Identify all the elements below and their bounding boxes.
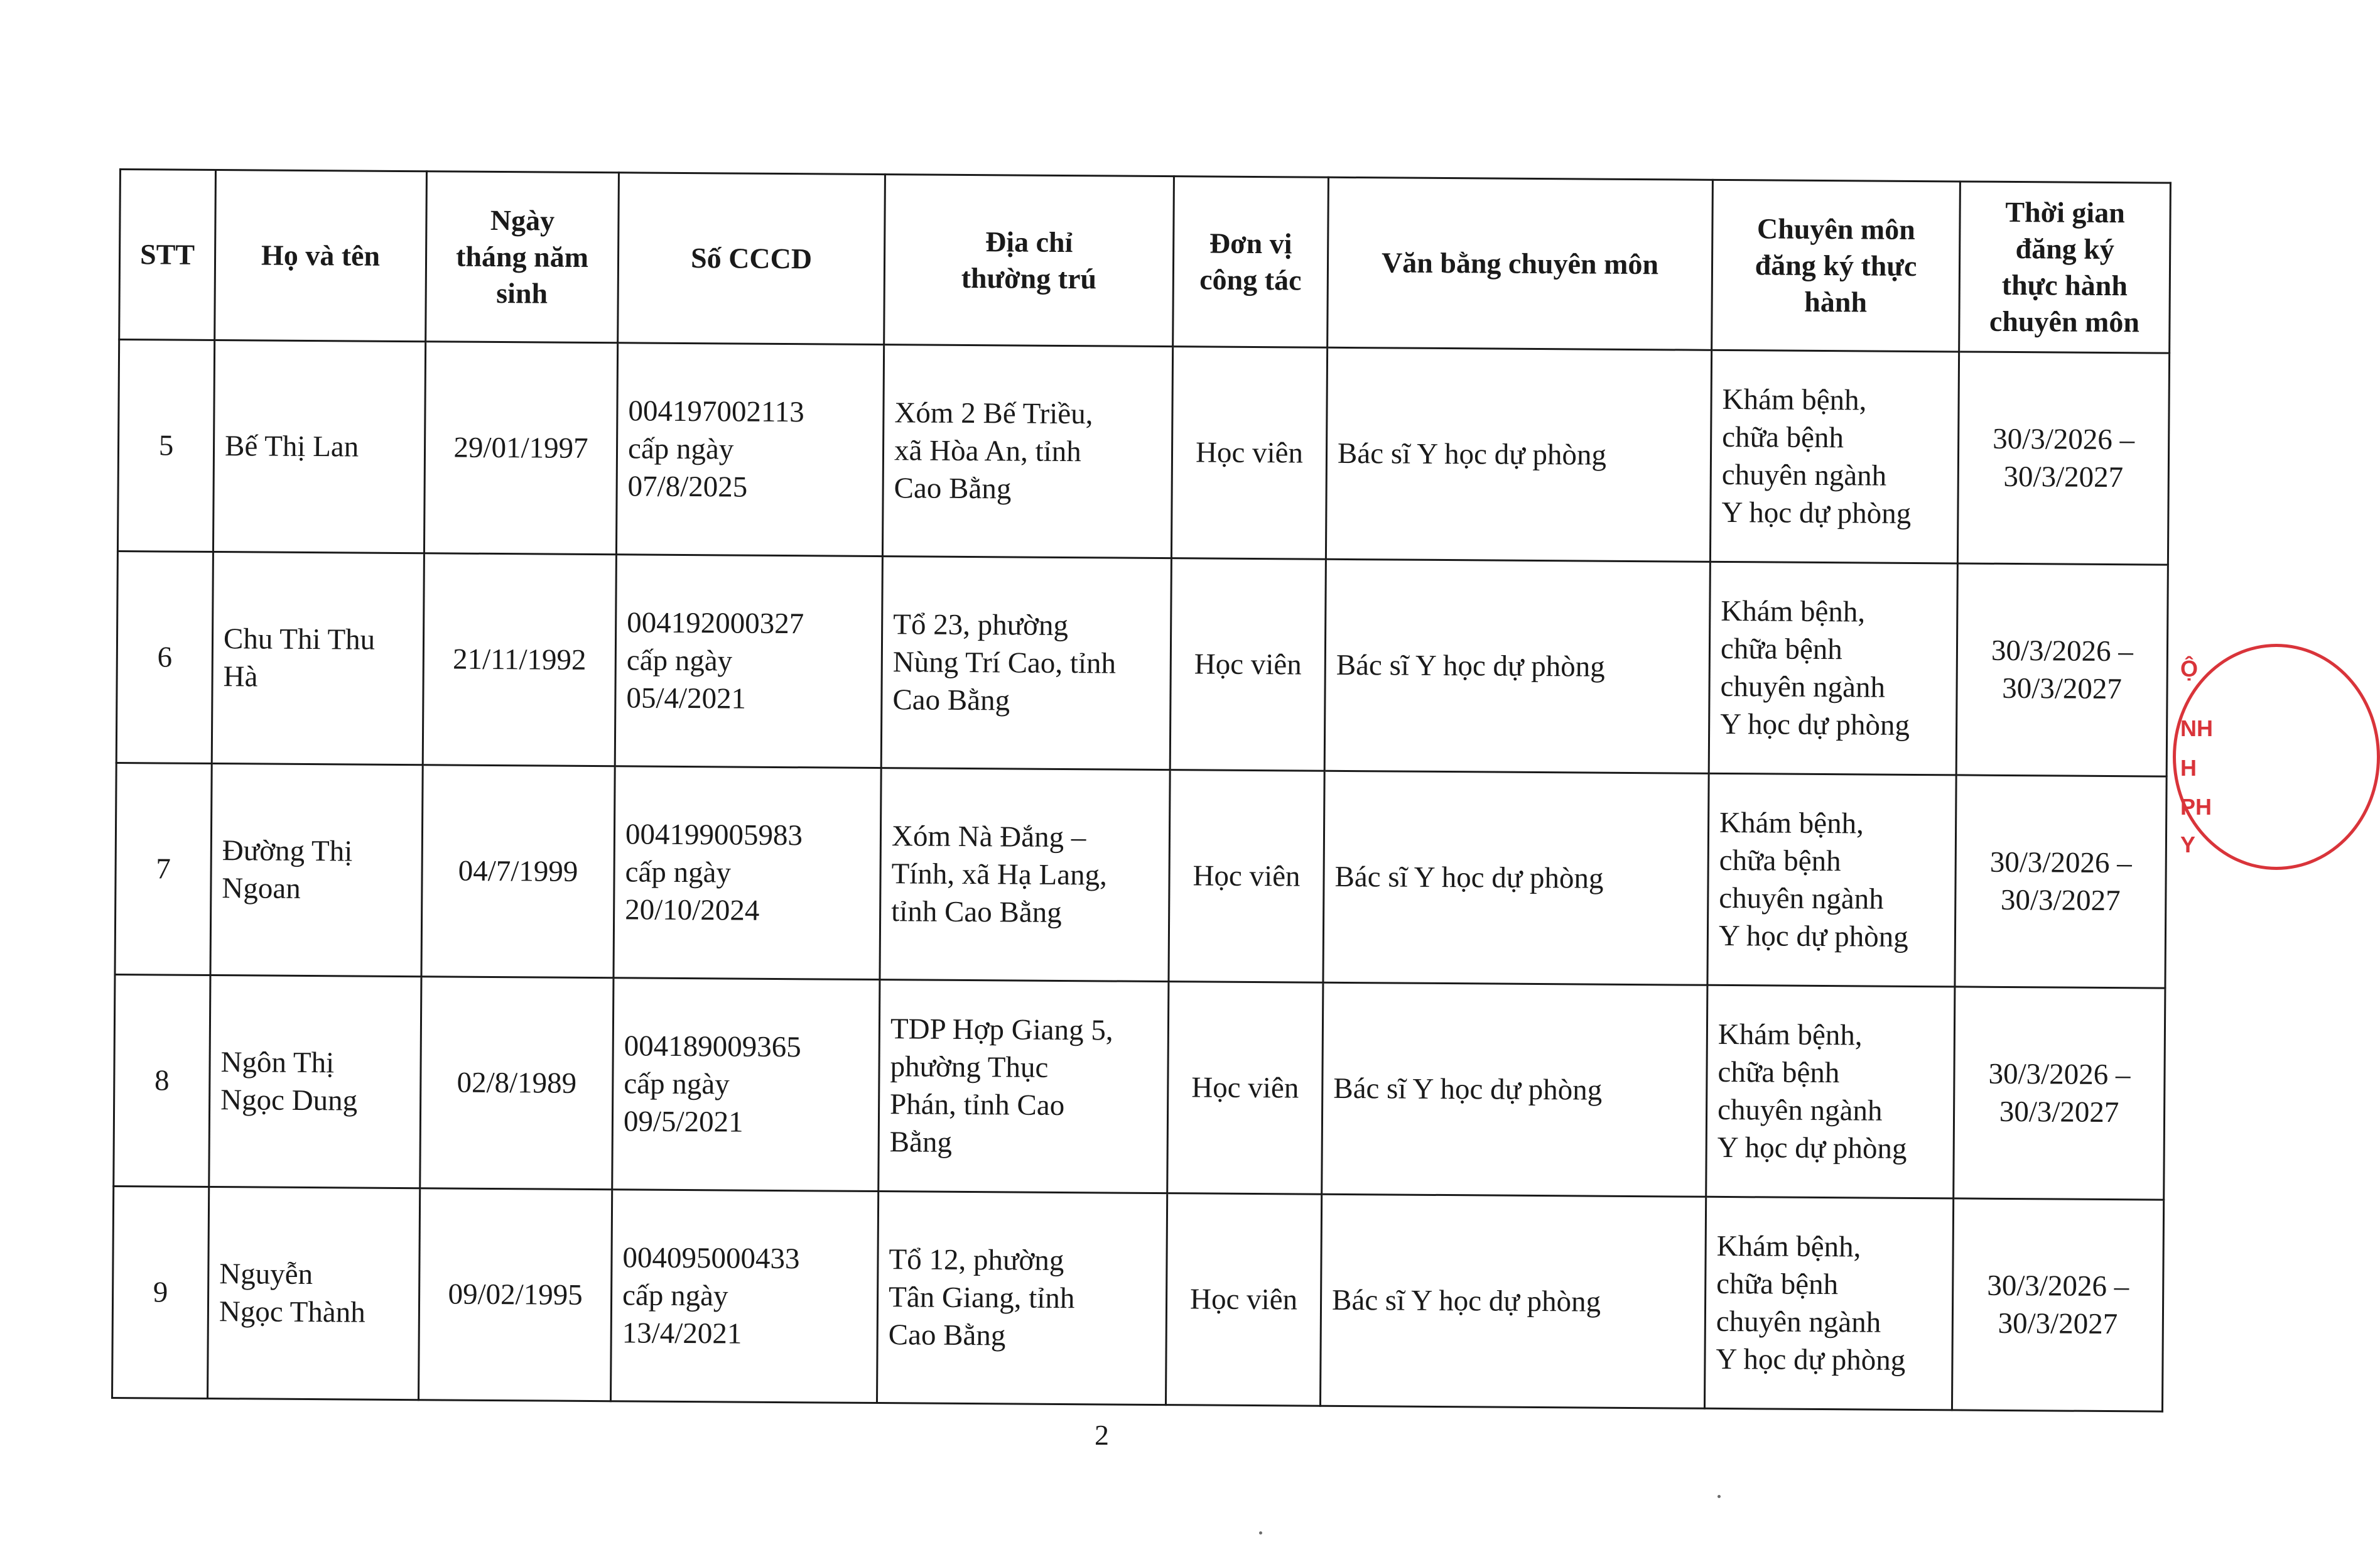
stamp-glyph: Ộ: [2180, 656, 2199, 682]
cell-address: Tổ 23, phường Nùng Trí Cao, tỉnh Cao Bằng: [881, 557, 1171, 770]
cell-registered-specialty: Khám bệnh, chữa bệnh chuyên ngành Y học dự phòng: [1706, 985, 1955, 1198]
scan-speck: [1259, 1531, 1262, 1535]
cell-registered-specialty: Khám bệnh, chữa bệnh chuyên ngành Y học dự phòng: [1707, 773, 1956, 987]
cell-work-unit: Học viên: [1169, 770, 1324, 983]
stamp-ring: [2173, 644, 2380, 870]
header-practice-period: Thời gian đăng ký thực hành chuyên môn: [1959, 182, 2171, 353]
header-id-number: Số CCCD: [618, 173, 885, 345]
header-registered-specialty: Chuyên môn đăng ký thực hành: [1712, 180, 1961, 352]
stamp-glyph: PH: [2180, 794, 2212, 820]
cell-date-of-birth: 09/02/1995: [419, 1188, 612, 1401]
cell-work-unit: Học viên: [1171, 347, 1327, 560]
cell-degree: Bác sĩ Y học dự phòng: [1320, 1194, 1706, 1408]
cell-id-number: 004199005983 cấp ngày 20/10/2024: [614, 766, 881, 980]
cell-date-of-birth: 21/11/1992: [423, 553, 616, 766]
header-date-of-birth: Ngày tháng năm sinh: [426, 171, 619, 343]
cell-stt: 6: [116, 551, 213, 763]
cell-work-unit: Học viên: [1170, 558, 1326, 771]
cell-stt: 7: [115, 763, 212, 975]
cell-id-number: 004192000327 cấp ngày 05/4/2021: [615, 555, 882, 768]
cell-practice-period: 30/3/2026 – 30/3/2027: [1957, 352, 2169, 565]
table-row: [116, 551, 2168, 776]
cell-degree: Bác sĩ Y học dự phòng: [1322, 982, 1707, 1197]
header-full-name: Họ và tên: [215, 170, 427, 342]
cell-address: Xóm Nà Đắng – Tính, xã Hạ Lang, tỉnh Cao Bằng: [880, 768, 1170, 982]
cell-work-unit: Học viên: [1167, 982, 1323, 1195]
cell-degree: Bác sĩ Y học dự phòng: [1324, 559, 1710, 773]
cell-degree: Bác sĩ Y học dự phòng: [1323, 771, 1709, 985]
stamp-glyph: H: [2180, 755, 2197, 781]
cell-id-number: 004197002113 cấp ngày 07/8/2025: [616, 343, 884, 557]
header-degree: Văn bằng chuyên môn: [1328, 177, 1713, 350]
cell-practice-period: 30/3/2026 – 30/3/2027: [1956, 563, 2168, 776]
cell-date-of-birth: 04/7/1999: [421, 765, 615, 978]
scan-speck: [1717, 1495, 1721, 1498]
cell-registered-specialty: Khám bệnh, chữa bệnh chuyên ngành Y học dự phòng: [1709, 562, 1957, 775]
header-work-unit: Đơn vị công tác: [1173, 177, 1329, 348]
cell-degree: Bác sĩ Y học dự phòng: [1326, 347, 1711, 562]
cell-stt: 5: [117, 340, 214, 552]
header-address: Địa chỉ thường trú: [884, 175, 1174, 347]
cell-full-name: Đường Thị Ngoan: [210, 763, 423, 976]
registration-table: [111, 168, 2172, 1413]
cell-work-unit: Học viên: [1166, 1193, 1321, 1406]
cell-full-name: Bế Thị Lan: [213, 340, 425, 553]
cell-practice-period: 30/3/2026 – 30/3/2027: [1952, 1198, 2163, 1411]
registration-table-wrapper: [111, 168, 2170, 1413]
table-row: [115, 763, 2166, 988]
cell-address: Xóm 2 Bế Triều, xã Hòa An, tỉnh Cao Bằng: [882, 345, 1172, 558]
header-stt: STT: [119, 170, 216, 340]
cell-full-name: Nguyễn Ngọc Thành: [208, 1187, 420, 1399]
table-header-row: [119, 170, 2171, 354]
cell-date-of-birth: 02/8/1989: [420, 977, 614, 1190]
red-stamp-fragment: [2173, 644, 2213, 870]
cell-practice-period: 30/3/2026 – 30/3/2027: [1955, 775, 2166, 988]
cell-full-name: Chu Thi Thu Hà: [212, 552, 424, 765]
cell-address: Tổ 12, phường Tân Giang, tỉnh Cao Bằng: [877, 1192, 1167, 1405]
cell-stt: 8: [114, 974, 210, 1187]
table-row: [114, 974, 2165, 1200]
cell-id-number: 004095000433 cấp ngày 13/4/2021: [610, 1190, 878, 1403]
table-row: [117, 340, 2169, 565]
cell-address: TDP Hợp Giang 5, phường Thục Phán, tỉnh Cao Bằng: [879, 980, 1169, 1193]
page-number: 2: [1095, 1419, 1109, 1451]
table-row: [112, 1186, 2164, 1411]
cell-stt: 9: [112, 1186, 209, 1398]
cell-full-name: Ngôn Thị Ngọc Dung: [209, 975, 421, 1188]
stamp-glyph: Y: [2180, 832, 2196, 857]
stamp-glyph: NH: [2180, 715, 2213, 741]
cell-registered-specialty: Khám bệnh, chữa bệnh chuyên ngành Y học dự phòng: [1710, 350, 1959, 563]
cell-date-of-birth: 29/01/1997: [424, 342, 617, 555]
cell-registered-specialty: Khám bệnh, chữa bệnh chuyên ngành Y học dự phòng: [1704, 1197, 1953, 1410]
cell-id-number: 004189009365 cấp ngày 09/5/2021: [612, 978, 880, 1192]
cell-practice-period: 30/3/2026 – 30/3/2027: [1954, 987, 2165, 1200]
